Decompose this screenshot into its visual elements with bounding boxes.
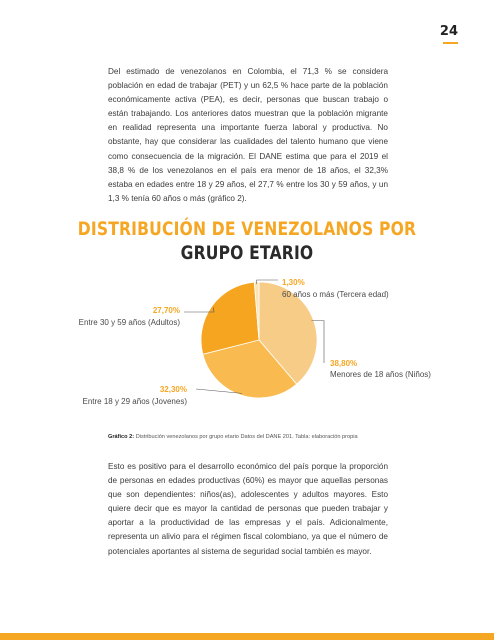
slice-percent-label: 1,30%: [282, 278, 305, 287]
slice-percent-label: 27,70%: [152, 306, 180, 315]
conclusion-paragraph: Esto es positivo para el desarrollo económico del país porque la proporción de personas en edades productivas (60%) es mayor que aquellas personas que son dependientes: niños(as), adolescentes y adultos mayores. Esto quiere decir que es mayor la cantidad de personas que pueden trabajar y aportar a la productividad de las empresas y el país. Adicionalmente, representa un alivio para el régimen fiscal colombiano, ya que el número de potenciales aportantes al sistema de seguridad social también es mayor.: [108, 462, 388, 556]
slice-category-label: 60 años o más (Tercera edad): [282, 290, 389, 299]
chart-caption: [108, 434, 408, 440]
slice-percent-label: 38,80%: [330, 359, 358, 368]
chart-title-line1: DISTRIBUCIÓN DE VENEZOLANOS POR: [77, 218, 417, 240]
chart-title-line2: GRUPO ETARIO: [180, 242, 314, 264]
slice-percent-label: 32,30%: [159, 385, 187, 394]
caption-label: Gráfico 2:: [108, 434, 135, 440]
page-number-underline: [443, 42, 458, 44]
intro-paragraph: Del estimado de venezolanos en Colombia, el 71,3 % se considera población en edad de trabajar (PET) y un 62,5 % hace parte de la población económicamente activa (PEA), es decir, personas que buscan trabajo o están trabajando. Los anteriores datos muestran que la población migrante en realidad representa una importante fuerza laboral y productiva. No obstante, hay que considerar las cualidades del talento humano que viene como consecuencia de la migración. El DANE estima que para el 2019 el 38,8 % de los venezolanos en el país era menor de 18 años, el 32,3% estaba en edades entre 18 y 29 años, el 27,7 % entre los 30 y 59 años, y un 1,3 % tenía 60 años o más (gráfico 2).: [108, 67, 388, 203]
bottom-accent-bar: [0, 633, 494, 640]
slice-category-label: Entre 18 y 29 años (Jovenes): [82, 397, 187, 406]
caption-text: Distribución venezolanos por grupo etario Datos del DANE 201. Tabla: elaboración propia: [135, 434, 358, 440]
pie-chart: [0, 270, 494, 420]
slice-category-label: Menores de 18 años (Niños): [330, 370, 431, 379]
slice-category-label: Entre 30 y 59 años (Adultos): [78, 318, 180, 327]
page-number: 24: [439, 24, 458, 39]
